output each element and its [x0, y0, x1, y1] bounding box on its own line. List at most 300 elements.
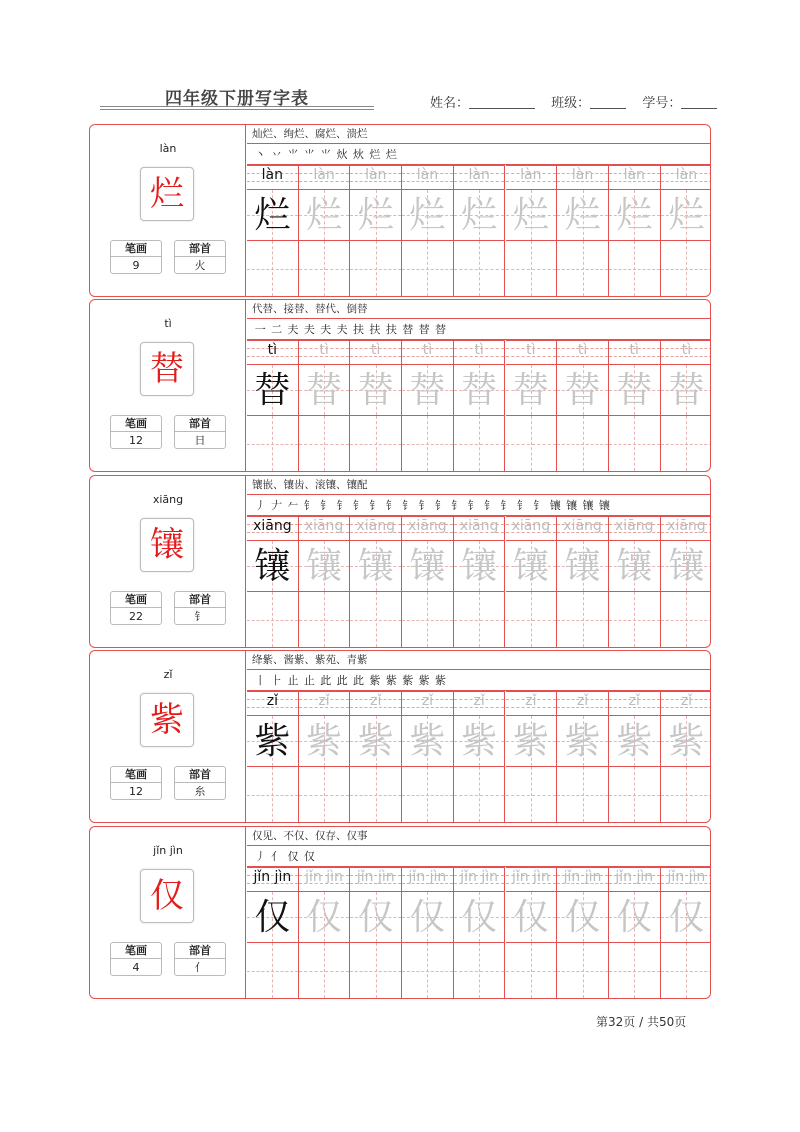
pinyin-lines [609, 691, 660, 715]
pinyin-lines [402, 516, 453, 540]
stroke-step: 钅 [451, 499, 463, 512]
stroke-count-box [110, 415, 162, 449]
stroke-order [247, 846, 710, 867]
character-grid [402, 364, 453, 416]
practice-cell[interactable] [350, 516, 402, 647]
trace-pinyin: tì [577, 342, 588, 358]
practice-cell[interactable] [454, 691, 506, 822]
stroke-step: 夫 [303, 323, 315, 336]
page-title: 四年级下册写字表 [165, 89, 309, 109]
trace-character: 仅 [564, 897, 601, 938]
character-grid [557, 189, 608, 241]
trace-character: 仅 [461, 897, 498, 938]
character-grid [454, 364, 505, 416]
trace-pinyin: zǐ [628, 693, 640, 709]
blank-practice-grid[interactable] [506, 241, 557, 296]
name-label: 姓名： [430, 96, 470, 111]
stroke-step: ⺌ [320, 148, 332, 161]
blank-practice-grid[interactable] [557, 592, 608, 647]
trace-character: 仅 [616, 897, 653, 938]
stroke-step: 钅 [320, 499, 332, 512]
blank-practice-grid[interactable] [506, 943, 557, 998]
stroke-step: 钅 [336, 499, 348, 512]
stroke-step: 紫 [402, 674, 414, 687]
stroke-step: 一 [254, 323, 266, 336]
character-card [89, 124, 711, 297]
practice-cell[interactable] [609, 867, 661, 998]
trace-pinyin: xiāng [511, 518, 551, 534]
stroke-step: 丨 [254, 674, 266, 687]
practice-cell[interactable] [299, 867, 351, 998]
stroke-count-box [110, 591, 162, 625]
trace-pinyin: xiāng [667, 518, 706, 534]
character-info-panel [90, 651, 246, 822]
pinyin-lines [609, 867, 660, 891]
blank-practice-grid[interactable] [299, 767, 350, 822]
stroke-step: 亻 [271, 850, 283, 863]
model-character: 紫 [254, 721, 291, 762]
practice-grid [247, 165, 710, 296]
blank-practice-grid[interactable] [454, 767, 505, 822]
stroke-count-value: 4 [132, 961, 140, 974]
trace-character: 仅 [409, 897, 446, 938]
stroke-step: 止 [287, 674, 299, 687]
practice-cell[interactable] [661, 867, 711, 998]
trace-pinyin: tì [681, 342, 692, 358]
blank-practice-grid[interactable] [247, 767, 298, 822]
trace-pinyin: jǐn jìn [563, 869, 602, 885]
pinyin-lines [609, 165, 660, 189]
trace-pinyin: tì [371, 342, 381, 358]
pinyin-lines [557, 165, 608, 189]
pinyin-lines [454, 340, 505, 364]
character-grid [506, 540, 557, 592]
radical-label: 部首 [175, 943, 225, 959]
stroke-step: 丿 [254, 850, 266, 863]
character-info-panel [90, 827, 246, 998]
pinyin-lines [350, 340, 401, 364]
practice-cell[interactable] [247, 516, 299, 647]
trace-pinyin: làn [571, 167, 594, 183]
practice-cell[interactable] [609, 691, 661, 822]
student-id-blank[interactable] [681, 97, 717, 109]
trace-character: 紫 [616, 721, 653, 762]
character: 仅 [140, 869, 194, 923]
trace-character: 镶 [409, 546, 446, 587]
stroke-step: 夫 [320, 323, 332, 336]
stroke-step: 钅 [434, 499, 446, 512]
model-character: 替 [254, 370, 291, 411]
blank-practice-grid[interactable] [299, 416, 350, 471]
trace-character: 仅 [512, 897, 549, 938]
pinyin-lines [557, 340, 608, 364]
blank-practice-grid[interactable] [661, 241, 711, 296]
blank-practice-grid[interactable] [402, 592, 453, 647]
blank-practice-grid[interactable] [247, 241, 298, 296]
stroke-step: 钅 [418, 499, 430, 512]
blank-practice-grid[interactable] [350, 241, 401, 296]
blank-practice-grid[interactable] [506, 416, 557, 471]
model-pinyin: zǐ [266, 693, 278, 709]
trace-character: 替 [564, 370, 601, 411]
trace-character: 仅 [306, 897, 343, 938]
character-grid [557, 715, 608, 767]
stroke-step: ⺌ [287, 148, 299, 161]
stroke-step: 紫 [369, 674, 381, 687]
blank-practice-grid[interactable] [402, 767, 453, 822]
pinyin-lines [557, 691, 608, 715]
trace-pinyin: zǐ [318, 693, 330, 709]
blank-practice-grid[interactable] [661, 943, 711, 998]
blank-practice-grid[interactable] [609, 592, 660, 647]
pinyin: làn [159, 142, 177, 155]
character-info-panel [90, 300, 246, 471]
character-grid [454, 540, 505, 592]
trace-character: 镶 [306, 546, 343, 587]
blank-practice-grid[interactable] [454, 416, 505, 471]
radical-label: 部首 [175, 592, 225, 608]
stroke-step: ⺊ [271, 674, 283, 687]
class-blank[interactable] [590, 97, 626, 109]
pinyin-lines [661, 691, 711, 715]
practice-cell[interactable] [454, 867, 506, 998]
practice-cell[interactable] [350, 691, 402, 822]
stroke-step: 此 [336, 674, 348, 687]
stroke-step: 炏 [336, 148, 348, 161]
stroke-step: 钅 [516, 499, 528, 512]
character-grid [506, 891, 557, 943]
practice-cell[interactable] [557, 165, 609, 296]
blank-practice-grid[interactable] [402, 241, 453, 296]
practice-cell[interactable] [402, 691, 454, 822]
trace-pinyin: jǐn jìn [305, 869, 343, 885]
stroke-step: 止 [303, 674, 315, 687]
stroke-step: 钅 [369, 499, 381, 512]
blank-practice-grid[interactable] [557, 943, 608, 998]
character-card [89, 650, 711, 823]
stroke-step: 丿 [254, 499, 266, 512]
practice-cell[interactable] [247, 340, 299, 471]
pinyin-lines [299, 691, 350, 715]
stroke-step: 镶 [582, 499, 594, 512]
character-grid [454, 891, 505, 943]
trace-pinyin: tì [422, 342, 433, 358]
stroke-step: 扶 [369, 323, 381, 336]
practice-cell[interactable] [557, 691, 609, 822]
pinyin-lines [402, 340, 453, 364]
pinyin-lines [350, 165, 401, 189]
example-words: 仅见、不仅、仅存、仅事 [247, 827, 710, 846]
practice-cell[interactable] [609, 340, 661, 471]
character-card [89, 475, 711, 648]
pinyin-lines [299, 340, 350, 364]
stroke-step: 替 [434, 323, 446, 336]
practice-cell[interactable] [609, 165, 661, 296]
stroke-step: 夫 [336, 323, 348, 336]
class-label: 班级： [551, 96, 591, 111]
practice-cell[interactable] [506, 516, 558, 647]
pinyin-lines [454, 516, 505, 540]
character-grid [506, 715, 557, 767]
blank-practice-grid[interactable] [350, 592, 401, 647]
practice-cell[interactable] [609, 516, 661, 647]
stroke-order [247, 670, 710, 691]
stroke-step: 钅 [484, 499, 496, 512]
trace-character: 镶 [564, 546, 601, 587]
trace-pinyin: jǐn jìn [511, 869, 550, 885]
blank-practice-grid[interactable] [247, 592, 298, 647]
stroke-step: 炏 [353, 148, 365, 161]
pinyin-lines [299, 165, 350, 189]
blank-practice-grid[interactable] [557, 241, 608, 296]
practice-cell[interactable] [247, 165, 299, 296]
trace-character: 紫 [357, 721, 394, 762]
character-grid [609, 364, 660, 416]
character-grid [350, 189, 401, 241]
blank-practice-grid[interactable] [609, 241, 660, 296]
pinyin-lines [454, 165, 505, 189]
pinyin-lines [247, 165, 298, 189]
trace-character: 紫 [461, 721, 498, 762]
trace-character: 紫 [409, 721, 446, 762]
practice-panel [247, 651, 710, 822]
practice-cell[interactable] [402, 165, 454, 296]
practice-cell[interactable] [350, 340, 402, 471]
practice-cell[interactable] [557, 340, 609, 471]
practice-cell[interactable] [402, 516, 454, 647]
pinyin-lines [557, 516, 608, 540]
trace-pinyin: làn [313, 167, 335, 183]
practice-cell[interactable] [402, 340, 454, 471]
stroke-step: 镶 [598, 499, 610, 512]
model-character: 烂 [254, 195, 291, 236]
blank-practice-grid[interactable] [661, 592, 711, 647]
practice-cell[interactable] [661, 165, 711, 296]
stroke-count-box [110, 942, 162, 976]
pinyin-lines [247, 516, 298, 540]
blank-practice-grid[interactable] [506, 592, 557, 647]
practice-cell[interactable] [506, 340, 558, 471]
radical-value: 钅 [194, 610, 206, 623]
name-blank[interactable] [469, 97, 535, 109]
character-grid [402, 891, 453, 943]
trace-character: 紫 [668, 721, 705, 762]
pinyin-lines [247, 867, 298, 891]
name-field [430, 92, 535, 111]
practice-cell[interactable] [661, 516, 711, 647]
trace-pinyin: làn [416, 167, 439, 183]
blank-practice-grid[interactable] [247, 943, 298, 998]
character-card [89, 826, 711, 999]
practice-cell[interactable] [557, 867, 609, 998]
character-grid [299, 715, 350, 767]
trace-pinyin: zǐ [421, 693, 434, 709]
pinyin-lines [661, 165, 711, 189]
trace-character: 镶 [616, 546, 653, 587]
blank-practice-grid[interactable] [350, 767, 401, 822]
practice-cell[interactable] [506, 691, 558, 822]
model-character: 仅 [254, 897, 291, 938]
character-grid [661, 715, 711, 767]
trace-character: 替 [461, 370, 498, 411]
trace-character: 镶 [668, 546, 705, 587]
page-number: 第32页 / 共50页 [596, 1015, 687, 1029]
trace-character: 烂 [668, 195, 705, 236]
character-grid [299, 364, 350, 416]
trace-pinyin: jǐn jìn [356, 869, 395, 885]
blank-practice-grid[interactable] [402, 943, 453, 998]
student-id-field [642, 92, 717, 111]
stroke-step: 镶 [549, 499, 561, 512]
pinyin-lines [609, 516, 660, 540]
stroke-step: 替 [402, 323, 414, 336]
blank-practice-grid[interactable] [299, 592, 350, 647]
practice-cell[interactable] [454, 165, 506, 296]
pinyin-lines [661, 340, 711, 364]
blank-practice-grid[interactable] [454, 241, 505, 296]
trace-pinyin: xiāng [304, 518, 344, 534]
stroke-step: 紫 [434, 674, 446, 687]
trace-pinyin: tì [629, 342, 639, 358]
trace-character: 仅 [357, 897, 394, 938]
practice-cell[interactable] [454, 340, 506, 471]
class-field [551, 92, 626, 111]
blank-practice-grid[interactable] [402, 416, 453, 471]
stroke-step: 丷 [271, 148, 283, 161]
character-grid [609, 189, 660, 241]
blank-practice-grid[interactable] [557, 767, 608, 822]
trace-pinyin: làn [520, 167, 542, 183]
blank-practice-grid[interactable] [661, 767, 711, 822]
blank-practice-grid[interactable] [557, 416, 608, 471]
radical-box [174, 415, 226, 449]
pinyin-lines [506, 867, 557, 891]
character-grid [247, 364, 298, 416]
trace-pinyin: jǐn jìn [460, 869, 499, 885]
character-grid [247, 715, 298, 767]
stroke-step: 扶 [385, 323, 397, 336]
blank-practice-grid[interactable] [247, 416, 298, 471]
practice-cell[interactable] [247, 691, 299, 822]
model-pinyin: làn [261, 167, 284, 183]
blank-practice-grid[interactable] [609, 416, 660, 471]
character-grid [299, 540, 350, 592]
character-grid [506, 189, 557, 241]
blank-practice-grid[interactable] [609, 767, 660, 822]
pinyin: tì [164, 317, 172, 330]
practice-cell[interactable] [402, 867, 454, 998]
character-grid [661, 364, 711, 416]
blank-practice-grid[interactable] [299, 943, 350, 998]
trace-pinyin: xiāng [563, 518, 602, 534]
stroke-step: 紫 [385, 674, 397, 687]
stroke-step: 钅 [467, 499, 479, 512]
radical-value: 亻 [194, 961, 206, 974]
character-grid [609, 540, 660, 592]
stroke-step: 钅 [353, 499, 365, 512]
practice-grid [247, 691, 710, 822]
character-grid [247, 540, 298, 592]
stroke-count-box [110, 766, 162, 800]
stroke-step: 紫 [418, 674, 430, 687]
character-grid [661, 540, 711, 592]
character-grid [557, 540, 608, 592]
pinyin-lines [350, 867, 401, 891]
radical-box [174, 942, 226, 976]
trace-character: 镶 [512, 546, 549, 587]
stroke-step: 扶 [353, 323, 365, 336]
example-words: 代替、接替、替代、倒替 [247, 300, 710, 319]
stroke-step: 钅 [500, 499, 512, 512]
practice-cell[interactable] [247, 867, 299, 998]
stroke-step: 钅 [533, 499, 545, 512]
character-grid [454, 715, 505, 767]
example-words: 绛紫、酱紫、紫苑、青紫 [247, 651, 710, 670]
blank-practice-grid[interactable] [454, 943, 505, 998]
radical-value: 日 [194, 434, 206, 447]
trace-pinyin: jǐn jìn [408, 869, 447, 885]
stroke-step: 钅 [385, 499, 397, 512]
practice-cell[interactable] [661, 691, 711, 822]
radical-box [174, 591, 226, 625]
practice-cell[interactable] [350, 867, 402, 998]
practice-cell[interactable] [299, 165, 351, 296]
practice-cell[interactable] [506, 165, 558, 296]
radical-box [174, 766, 226, 800]
trace-pinyin: xiāng [459, 518, 499, 534]
practice-panel [247, 300, 710, 471]
blank-practice-grid[interactable] [609, 943, 660, 998]
character: 替 [140, 342, 194, 396]
practice-cell[interactable] [557, 516, 609, 647]
practice-cell[interactable] [350, 165, 402, 296]
blank-practice-grid[interactable] [661, 416, 711, 471]
practice-cell[interactable] [506, 867, 558, 998]
trace-pinyin: zǐ [473, 693, 485, 709]
trace-pinyin: zǐ [525, 693, 537, 709]
stroke-step: 𠂇 [271, 499, 283, 512]
pinyin-lines [402, 867, 453, 891]
character: 紫 [140, 693, 194, 747]
blank-practice-grid[interactable] [506, 767, 557, 822]
radical-box [174, 240, 226, 274]
stroke-step: 仅 [303, 850, 315, 863]
character-grid [350, 891, 401, 943]
stroke-order [247, 495, 710, 516]
character-grid [350, 364, 401, 416]
practice-cell[interactable] [299, 691, 351, 822]
stroke-count-value: 12 [129, 785, 143, 798]
pinyin-lines [247, 691, 298, 715]
blank-practice-grid[interactable] [350, 416, 401, 471]
stroke-step: 钅 [402, 499, 414, 512]
pinyin: jǐn jìn [153, 844, 183, 857]
stroke-step: 镶 [566, 499, 578, 512]
trace-pinyin: tì [526, 342, 536, 358]
blank-practice-grid[interactable] [299, 241, 350, 296]
practice-cell[interactable] [661, 340, 711, 471]
practice-grid [247, 340, 710, 471]
character-grid [661, 189, 711, 241]
blank-practice-grid[interactable] [454, 592, 505, 647]
practice-cell[interactable] [299, 340, 351, 471]
practice-cell[interactable] [454, 516, 506, 647]
practice-grid [247, 516, 710, 647]
trace-character: 替 [409, 370, 446, 411]
blank-practice-grid[interactable] [350, 943, 401, 998]
practice-cell[interactable] [299, 516, 351, 647]
trace-pinyin: tì [474, 342, 484, 358]
